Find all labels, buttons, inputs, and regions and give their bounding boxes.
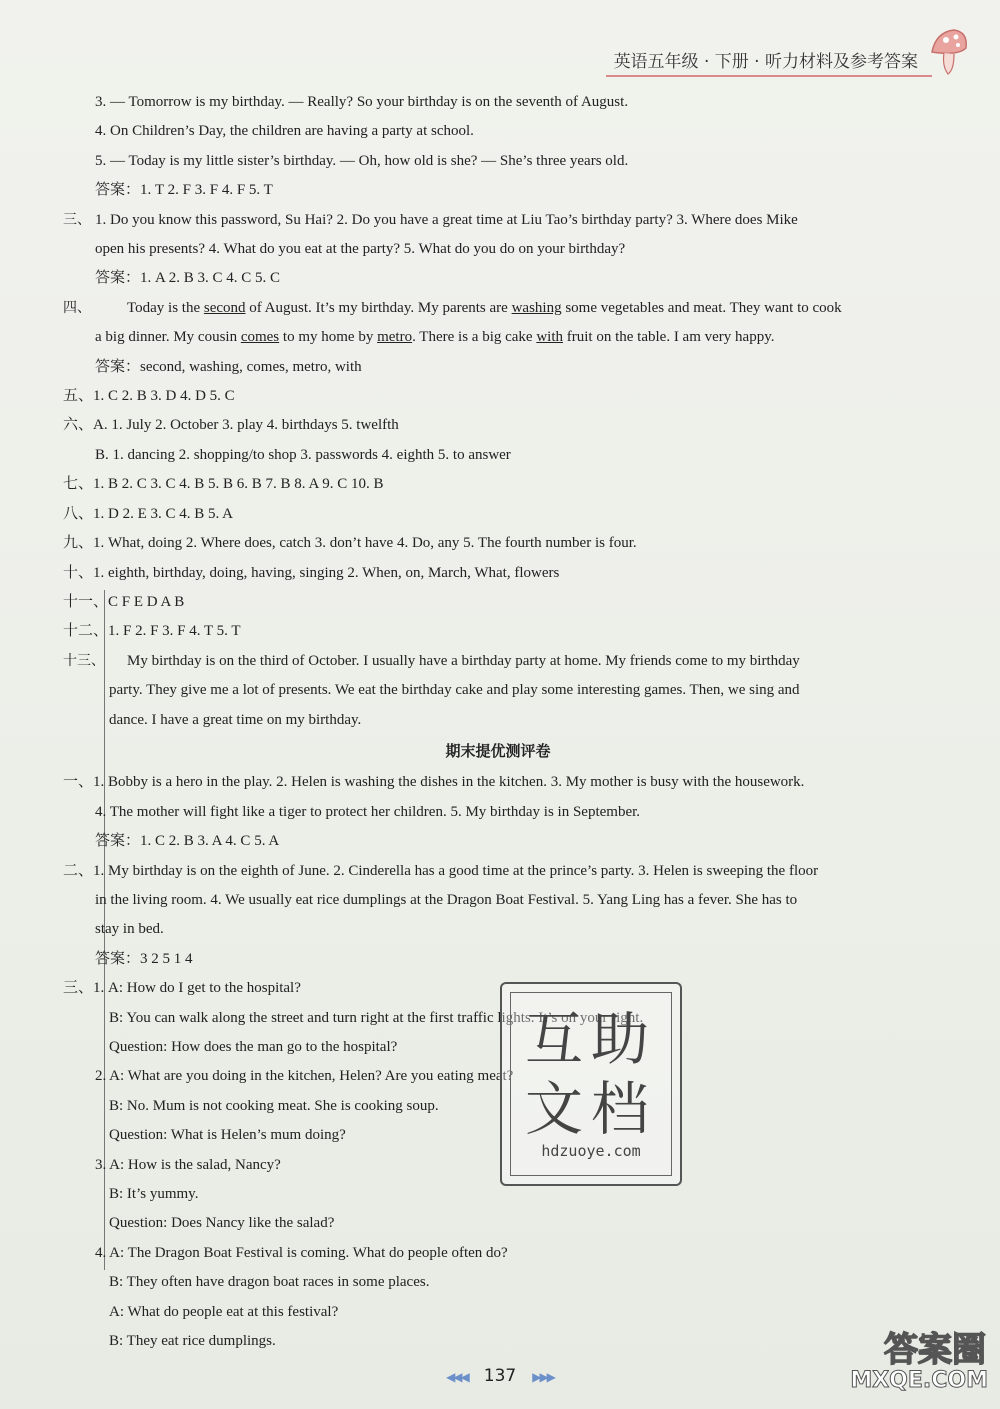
answer-key: 答案：3 2 5 1 4: [95, 950, 193, 967]
passage-text: a big dinner. My cousin: [95, 329, 241, 346]
answer-line: open his presents? 4. What do you eat at the party? 5. What do you do on your birthday?: [95, 241, 626, 258]
section-3: [63, 206, 933, 235]
passage-text: My birthday is on the third of October. I usually have a birthday party at home. My friends come to my birthday: [127, 652, 800, 669]
answer-line: 5. — Today is my little sister’s birthday. — Oh, how old is she? — She’s three years old.: [95, 152, 629, 169]
answer-key: 答案：1. A 2. B 3. C 4. C 5. C: [95, 270, 281, 287]
dialogue-line: B: You can walk along the street and turn right at the first traffic lights. It’s on your right.: [109, 1009, 644, 1026]
passage-line: party. They give me a lot of presents. We eat the birthday cake and play some interesting games. Then, we sing and: [109, 682, 800, 699]
section-label: 三、: [63, 211, 91, 228]
answer-line: 3. — Tomorrow is my birthday. — Really? So your birthday is on the seventh of August.: [95, 94, 629, 110]
passage-text: Today is the: [127, 299, 204, 316]
dialogue-line: 4. A: The Dragon Boat Festival is coming. What do people often do?: [95, 1244, 508, 1261]
dialogue-line: 2. A: What are you doing in the kitchen, Helen? Are you eating meat?: [95, 1068, 514, 1085]
underlined-word: with: [536, 329, 564, 346]
underlined-word: washing: [511, 299, 562, 316]
answer-line: 4. The mother will fight like a tiger to protect her children. 5. My birthday is in September.: [95, 803, 641, 820]
page-header: [606, 46, 970, 76]
section-13: [63, 647, 933, 676]
dialogue-line: 3. A: How is the salad, Nancy?: [95, 1156, 281, 1173]
answer-key: 答案：second, washing, comes, metro, with: [95, 358, 362, 375]
passage-text: some vegetables and meat. They want to cook: [561, 299, 842, 316]
underlined-word: second: [203, 299, 246, 316]
answer-key: 答案：1. T 2. F 3. F 4. F 5. T: [95, 182, 273, 199]
question-line: Question: Does Nancy like the salad?: [109, 1215, 335, 1232]
header-title: 英语五年级 · 下册 · 听力材料及参考答案: [606, 45, 932, 77]
stamp-characters: 互助文档: [524, 1005, 657, 1143]
passage-text: of August. It’s my birthday. My parents are: [245, 299, 512, 316]
section-11: 十一、C F E D A B: [63, 593, 185, 610]
answer-content: [63, 88, 933, 1356]
section-10: 十、1. eighth, birthday, doing, having, singing 2. When, on, March, What, flowers: [63, 564, 560, 581]
passage-text: . There is a big cake: [412, 329, 537, 346]
mushroom-icon: [928, 26, 970, 78]
section-title: 期末提优测评卷: [445, 741, 551, 760]
site-watermark: [804, 1322, 994, 1402]
prev-arrows-icon: ◀◀◀: [446, 1370, 468, 1384]
dialogue-line: B: They often have dragon boat races in some places.: [109, 1274, 430, 1291]
final-section-1: 一、1. Bobby is a hero in the play. 2. Helen is washing the dishes in the kitchen. 3. My mother is busy with the housework.: [63, 774, 805, 791]
dialogue-line: B: No. Mum is not cooking meat. She is cooking soup.: [109, 1097, 439, 1114]
section-9: 九、1. What, doing 2. Where does, catch 3. don’t have 4. Do, any 5. The fourth number is four.: [63, 535, 637, 552]
section-6b: B. 1. dancing 2. shopping/to shop 3. passwords 4. eighth 5. to answer: [95, 446, 511, 463]
section-label: 十三、: [63, 652, 105, 669]
dialogue-line: B: It’s yummy.: [109, 1186, 199, 1203]
watermark-logo: 答案圈: [884, 1330, 986, 1370]
page-number: 137: [483, 1366, 517, 1386]
question-line: Question: How does the man go to the hospital?: [109, 1039, 398, 1055]
dialogue-line: B: They eat rice dumplings.: [109, 1333, 276, 1350]
passage-line: dance. I have a great time on my birthday.: [109, 711, 362, 728]
passage-text: fruit on the table. I am very happy.: [563, 329, 775, 346]
section-8: 八、1. D 2. E 3. C 4. B 5. A: [63, 505, 234, 522]
passage-text: to my home by: [279, 329, 378, 346]
answer-line: stay in bed.: [95, 921, 164, 938]
passage-line: [63, 323, 933, 352]
next-arrows-icon: ▶▶▶: [532, 1370, 554, 1384]
final-section-2: 二、1. My birthday is on the eighth of June. 2. Cinderella has a good time at the prince’s party. 3. Helen is sweeping the floor: [63, 862, 819, 879]
section-5: 五、1. C 2. B 3. D 4. D 5. C: [63, 388, 235, 405]
underlined-word: metro: [377, 329, 413, 346]
underlined-word: comes: [240, 329, 280, 346]
dialogue-line: A: What do people eat at this festival?: [109, 1303, 339, 1320]
stamp-url: hdzuoye.com: [541, 1142, 641, 1160]
final-section-3: 三、1. A: How do I get to the hospital?: [63, 980, 301, 997]
section-12: 十二、1. F 2. F 3. F 4. T 5. T: [63, 623, 241, 640]
watermark-site: MXQE.COM: [850, 1368, 988, 1393]
section-6a: 六、A. 1. July 2. October 3. play 4. birthdays 5. twelfth: [63, 417, 399, 434]
section-7: 七、1. B 2. C 3. C 4. B 5. B 6. B 7. B 8. A 9. C 10. B: [63, 476, 384, 493]
section-label: 四、: [63, 299, 91, 316]
answer-key: 答案：1. C 2. B 3. A 4. C 5. A: [95, 833, 280, 850]
watermark-stamp: [500, 982, 682, 1186]
question-line: Question: What is Helen’s mum doing?: [109, 1127, 346, 1144]
answer-line: 4. On Children’s Day, the children are having a party at school.: [95, 123, 474, 140]
answer-line: in the living room. 4. We usually eat rice dumplings at the Dragon Boat Festival. 5. Yang Ling has a fever. She has to: [95, 891, 798, 908]
answer-text: 1. Do you know this password, Su Hai? 2. Do you have a great time at Liu Tao’s birthday party? 3. Where does Mike: [95, 211, 798, 228]
section-4: [63, 294, 933, 323]
